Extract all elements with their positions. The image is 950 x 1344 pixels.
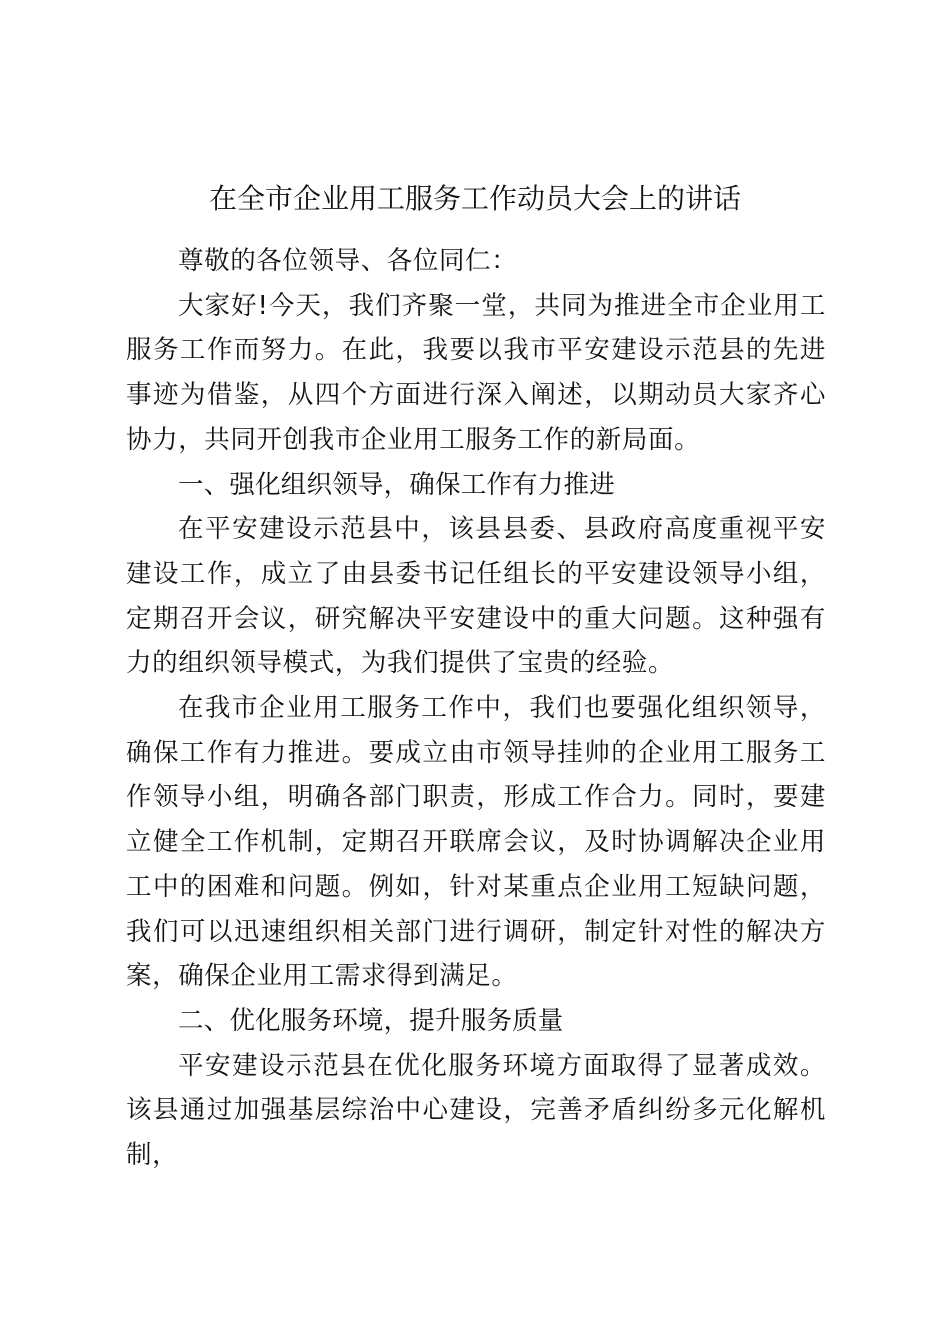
salutation-paragraph: 尊敬的各位领导、各位同仁：	[178, 246, 518, 276]
section-heading-1: 一、强化组织领导，确保工作有力推进	[178, 469, 615, 500]
body-paragraph: 在我市企业用工服务工作中，我们也要强化组织领导，确保工作有力推进。要成立由市领导挂帅的企业用工服务工作领导小组，明确各部门职责，形成工作合力。同时，要建立健全工作机制，定期召开联席会议，及时协调解决企业用工中的困难和问题。例如，针对某重点企业用工短缺问题，我们可以迅速组织相关部门进行调研，制定针对性的解决方案，确保企业用工需求得到满足。	[126, 693, 826, 992]
body-paragraph: 在平安建设示范县中，该县县委、县政府高度重视平安建设工作，成立了由县委书记任组长的平安建设领导小组，定期召开会议，研究解决平安建设中的重大问题。这种强有力的组织领导模式，为我们提供了宝贵的经验。	[126, 514, 826, 679]
body-paragraph: 平安建设示范县在优化服务环境方面取得了显著成效。该县通过加强基层综治中心建设，完善矛盾纠纷多元化解机制，	[126, 1050, 826, 1171]
opening-paragraph: 大家好!今天，我们齐聚一堂，共同为推进全市企业用工服务工作而努力。在此，我要以我市平安建设示范县的先进事迹为借鉴，从四个方面进行深入阐述，以期动员大家齐心协力，共同开创我市企业用工服务工作的新局面。	[126, 290, 826, 455]
section-heading-2: 二、优化服务环境，提升服务质量	[178, 1005, 564, 1036]
document-body	[126, 239, 826, 1178]
document-title: 在全市企业用工服务工作动员大会上的讲话	[208, 182, 741, 215]
